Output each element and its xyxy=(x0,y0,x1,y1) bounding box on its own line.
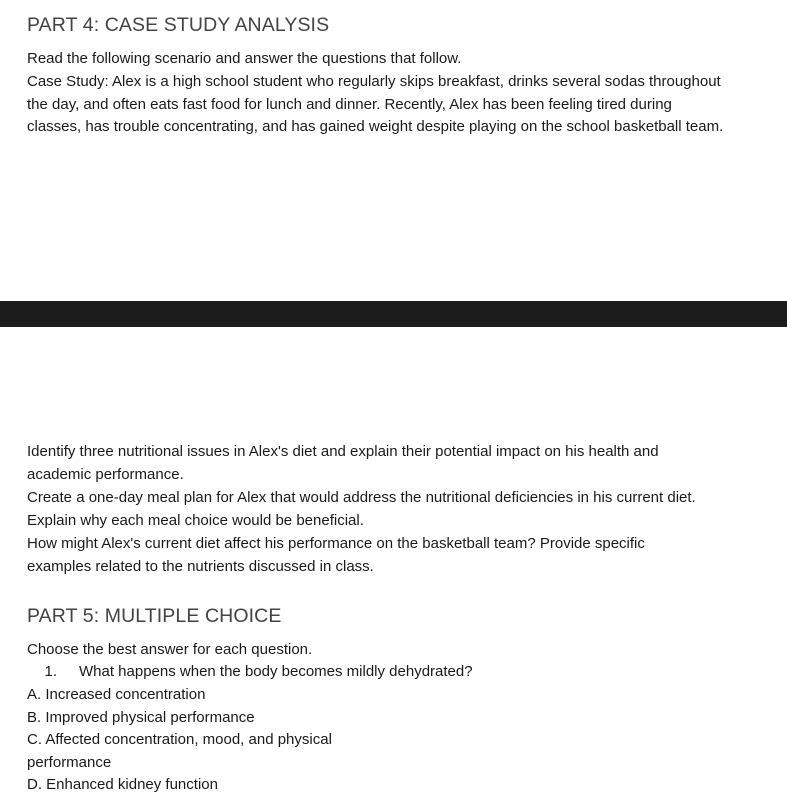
answer-option-c[interactable]: C. Affected concentration, mood, and physical performance xyxy=(27,731,332,771)
case-study-paragraph: Case Study: Alex is a high school student who regularly skips breakfast, drinks several sodas throughout the day, and often eats fast food for lunch and dinner. Recently, Alex has been feeling tired during classes, has trouble concentrating, and has gained weight despite playing on the school basketball team. xyxy=(27,73,724,136)
case-study-question-1: Identify three nutritional issues in Alex's diet and explain their potential impact on his health and academic performance. xyxy=(27,443,659,483)
answer-option-b[interactable]: B. Improved physical performance xyxy=(27,708,255,726)
part5-heading: PART 5: MULTIPLE CHOICE xyxy=(27,605,282,627)
question-1-item xyxy=(27,661,473,684)
question-1-number: 1. xyxy=(44,663,57,680)
part4-instruction: Read the following scenario and answer the questions that follow. xyxy=(27,50,462,67)
question-1-text: What happens when the body becomes mildly dehydrated? xyxy=(79,663,473,680)
answer-option-d[interactable]: D. Enhanced kidney function xyxy=(27,776,218,794)
answer-option-list xyxy=(27,684,347,797)
case-study-question-2: Create a one-day meal plan for Alex that would address the nutritional deficiencies in his current diet. Explain why each meal choice would be beneficial. xyxy=(27,489,696,529)
part5-instruction: Choose the best answer for each question. xyxy=(27,641,313,658)
page-separator-band xyxy=(0,301,787,327)
answer-option-a[interactable]: A. Increased concentration xyxy=(27,686,206,703)
part4-heading: PART 4: CASE STUDY ANALYSIS xyxy=(27,14,330,36)
case-study-question-3: How might Alex's current diet affect his performance on the basketball team? Provide specific examples related to the nutrients discussed in class. xyxy=(27,535,645,575)
